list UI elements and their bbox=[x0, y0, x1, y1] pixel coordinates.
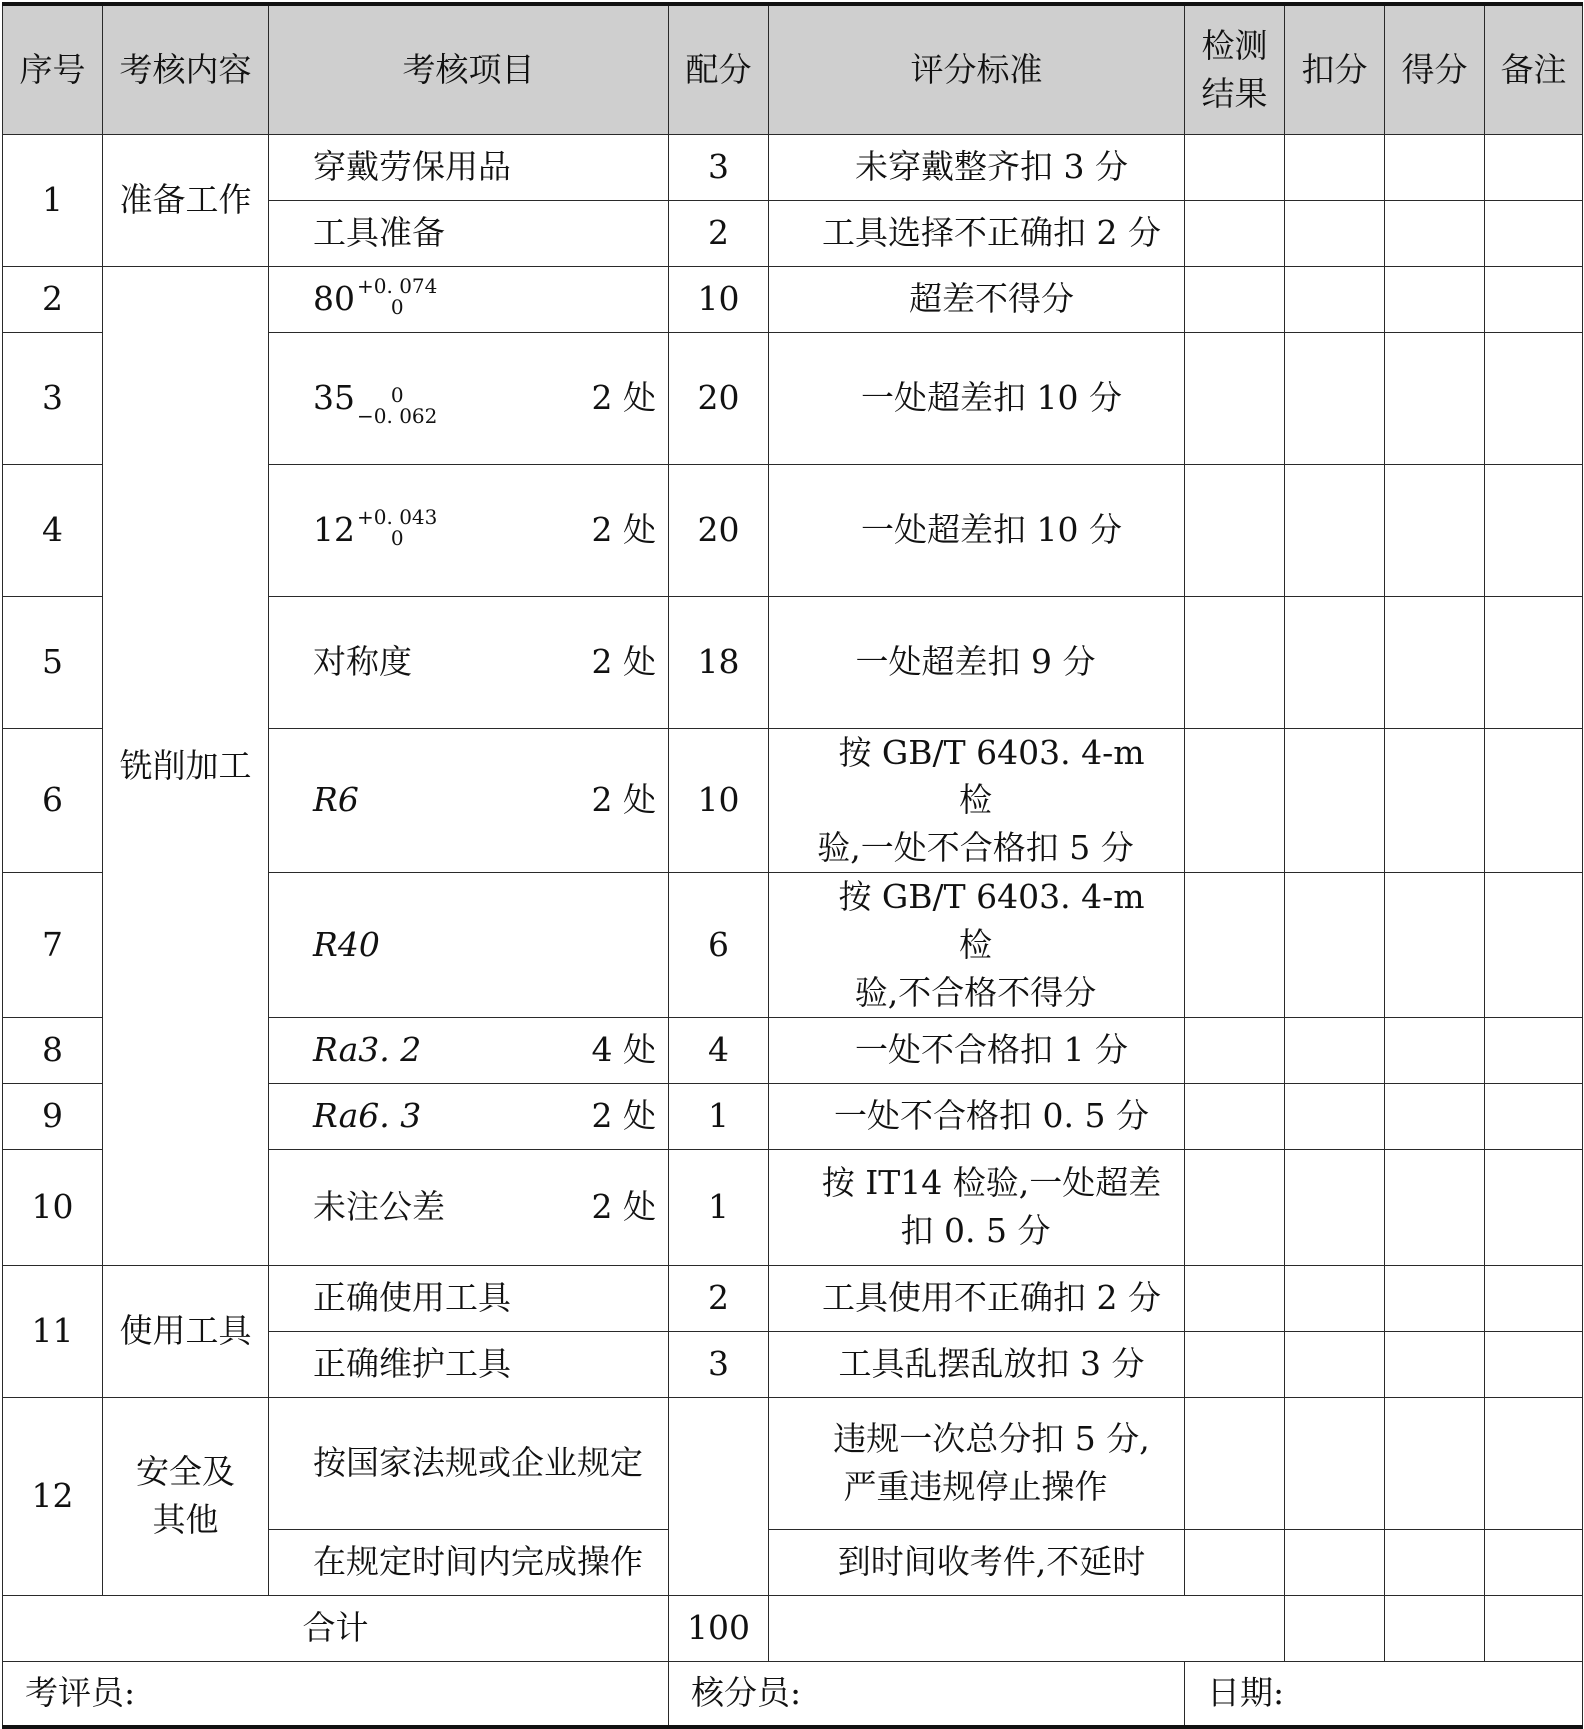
score-cell: 20 bbox=[669, 332, 769, 464]
standard-cell: 到时间收考件,不延时 bbox=[769, 1529, 1185, 1595]
score-cell: 3 bbox=[669, 134, 769, 200]
gain-cell bbox=[1385, 1149, 1485, 1265]
gain-cell bbox=[1385, 728, 1485, 873]
standard-cell: 一处超差扣 10 分 bbox=[769, 464, 1185, 596]
gain-cell bbox=[1385, 1397, 1485, 1529]
result-cell bbox=[1185, 1149, 1285, 1265]
item-label: 穿戴劳保用品 bbox=[313, 147, 511, 187]
item-label: 按国家法规或企业规定 bbox=[313, 1443, 643, 1483]
gain-cell bbox=[1385, 1529, 1485, 1595]
date-field[interactable]: 日期: bbox=[1185, 1661, 1583, 1727]
result-cell bbox=[1185, 596, 1285, 728]
examiner-field[interactable]: 考评员: bbox=[3, 1661, 669, 1727]
standard-cell: 一处超差扣 9 分 bbox=[769, 596, 1185, 728]
total-label: 合计 bbox=[3, 1595, 669, 1661]
result-cell bbox=[1185, 873, 1285, 1018]
gain-cell bbox=[1385, 1017, 1485, 1083]
dimension-label: 12 +0. 043 0 bbox=[313, 505, 438, 551]
table-row bbox=[3, 134, 1583, 200]
dimension-label: 80 +0. 074 0 bbox=[313, 274, 438, 320]
standard-line: 按 IT14 检验,一处超差 bbox=[821, 1163, 1162, 1203]
deduct-cell bbox=[1285, 1149, 1385, 1265]
header-standard: 评分标准 bbox=[769, 4, 1185, 134]
standard-line: 验,不合格不得分 bbox=[854, 972, 1097, 1012]
standard-line: 验,一处不合格扣 5 分 bbox=[817, 828, 1134, 868]
standard-line: 按 GB/T 6403. 4-m 检 bbox=[838, 732, 1145, 820]
item-label: Ra6. 3 bbox=[313, 1096, 422, 1136]
standard-cell: 一处不合格扣 0. 5 分 bbox=[769, 1083, 1185, 1149]
item-cell bbox=[269, 1397, 669, 1529]
scoring-table bbox=[2, 2, 1583, 1729]
scoring-sheet bbox=[2, 2, 1582, 1713]
standard-cell bbox=[769, 728, 1185, 873]
item-cell bbox=[269, 464, 669, 596]
deduct-cell bbox=[1285, 1331, 1385, 1397]
dimension-label: 35 0 −0. 062 bbox=[313, 378, 438, 429]
standard-cell: 工具选择不正确扣 2 分 bbox=[769, 200, 1185, 266]
result-cell bbox=[1185, 1529, 1285, 1595]
score-cell: 18 bbox=[669, 596, 769, 728]
gain-cell bbox=[1385, 134, 1485, 200]
total-row bbox=[3, 1595, 1583, 1661]
item-cell bbox=[269, 596, 669, 728]
header-deduct: 扣分 bbox=[1285, 4, 1385, 134]
score-cell: 6 bbox=[669, 873, 769, 1018]
item-label: 对称度 bbox=[313, 642, 412, 682]
row-no: 11 bbox=[3, 1265, 103, 1397]
header-row bbox=[3, 4, 1583, 134]
result-cell bbox=[1185, 134, 1285, 200]
remark-cell bbox=[1485, 1083, 1583, 1149]
score-cell bbox=[669, 1397, 769, 1595]
row-no: 6 bbox=[3, 728, 103, 873]
remark-cell bbox=[1485, 728, 1583, 873]
row-no: 4 bbox=[3, 464, 103, 596]
signature-row bbox=[3, 1661, 1583, 1727]
quantity-label: 2 处 bbox=[591, 642, 656, 682]
gain-cell bbox=[1385, 464, 1485, 596]
result-cell bbox=[1185, 266, 1285, 332]
standard-cell: 未穿戴整齐扣 3 分 bbox=[769, 134, 1185, 200]
item-label: 工具准备 bbox=[313, 213, 445, 253]
item-label: R40 bbox=[313, 924, 380, 964]
total-deduct-cell bbox=[1285, 1595, 1385, 1661]
remark-cell bbox=[1485, 1397, 1583, 1529]
quantity-label: 2 处 bbox=[591, 780, 656, 820]
standard-cell: 超差不得分 bbox=[769, 266, 1185, 332]
group-milling: 铣削加工 bbox=[103, 266, 269, 1265]
score-cell: 3 bbox=[669, 1331, 769, 1397]
score-cell: 10 bbox=[669, 728, 769, 873]
header-gain: 得分 bbox=[1385, 4, 1485, 134]
item-cell bbox=[269, 1331, 669, 1397]
standard-cell: 工具使用不正确扣 2 分 bbox=[769, 1265, 1185, 1331]
quantity-label: 2 处 bbox=[591, 510, 656, 550]
item-label: 在规定时间内完成操作 bbox=[313, 1542, 643, 1582]
remark-cell bbox=[1485, 1529, 1583, 1595]
item-cell bbox=[269, 266, 669, 332]
result-cell bbox=[1185, 1017, 1285, 1083]
item-cell bbox=[269, 1149, 669, 1265]
standard-line: 违规一次总分扣 5 分, bbox=[833, 1419, 1150, 1459]
header-result-line1: 检测 bbox=[1201, 25, 1268, 65]
deduct-cell bbox=[1285, 266, 1385, 332]
deduct-cell bbox=[1285, 1083, 1385, 1149]
item-cell bbox=[269, 728, 669, 873]
quantity-label: 4 处 bbox=[591, 1030, 656, 1070]
group-safety-line1: 安全及 bbox=[136, 1452, 235, 1492]
table-row bbox=[3, 1397, 1583, 1529]
item-cell bbox=[269, 332, 669, 464]
deduct-cell bbox=[1285, 873, 1385, 1018]
item-cell bbox=[269, 1529, 669, 1595]
deduct-cell bbox=[1285, 596, 1385, 728]
row-no: 1 bbox=[3, 134, 103, 266]
result-cell bbox=[1185, 1331, 1285, 1397]
row-no: 10 bbox=[3, 1149, 103, 1265]
group-safety-line2: 其他 bbox=[152, 1500, 219, 1540]
score-cell: 1 bbox=[669, 1083, 769, 1149]
score-cell: 20 bbox=[669, 464, 769, 596]
deduct-cell bbox=[1285, 728, 1385, 873]
remark-cell bbox=[1485, 1149, 1583, 1265]
gain-cell bbox=[1385, 1265, 1485, 1331]
standard-cell bbox=[769, 1149, 1185, 1265]
standard-line: 严重违规停止操作 bbox=[843, 1467, 1108, 1507]
remark-cell bbox=[1485, 1017, 1583, 1083]
quantity-label: 2 处 bbox=[591, 1096, 656, 1136]
item-cell bbox=[269, 200, 669, 266]
standard-line: 扣 0. 5 分 bbox=[900, 1211, 1051, 1251]
row-no: 12 bbox=[3, 1397, 103, 1595]
standard-cell bbox=[769, 1397, 1185, 1529]
scorer-field[interactable]: 核分员: bbox=[669, 1661, 1185, 1727]
result-cell bbox=[1185, 332, 1285, 464]
quantity-label: 2 处 bbox=[591, 378, 656, 418]
gain-cell bbox=[1385, 332, 1485, 464]
deduct-cell bbox=[1285, 464, 1385, 596]
score-cell: 1 bbox=[669, 1149, 769, 1265]
header-no: 序号 bbox=[3, 4, 103, 134]
result-cell bbox=[1185, 728, 1285, 873]
header-score: 配分 bbox=[669, 4, 769, 134]
remark-cell bbox=[1485, 873, 1583, 1018]
deduct-cell bbox=[1285, 1017, 1385, 1083]
score-cell: 2 bbox=[669, 200, 769, 266]
standard-line: 按 GB/T 6403. 4-m 检 bbox=[838, 877, 1145, 964]
deduct-cell bbox=[1285, 200, 1385, 266]
standard-cell bbox=[769, 873, 1185, 1018]
row-no: 3 bbox=[3, 332, 103, 464]
table-row bbox=[3, 1265, 1583, 1331]
score-cell: 4 bbox=[669, 1017, 769, 1083]
item-cell bbox=[269, 1083, 669, 1149]
result-cell bbox=[1185, 200, 1285, 266]
result-cell bbox=[1185, 1265, 1285, 1331]
tolerance: +0. 074 0 bbox=[357, 274, 438, 320]
table-row bbox=[3, 266, 1583, 332]
result-cell bbox=[1185, 1397, 1285, 1529]
tolerance: +0. 043 0 bbox=[357, 505, 438, 551]
remark-cell bbox=[1485, 1265, 1583, 1331]
total-standard-cell bbox=[769, 1595, 1285, 1661]
group-tools: 使用工具 bbox=[103, 1265, 269, 1397]
gain-cell bbox=[1385, 873, 1485, 1018]
group-safety bbox=[103, 1397, 269, 1595]
row-no: 2 bbox=[3, 266, 103, 332]
row-no: 8 bbox=[3, 1017, 103, 1083]
remark-cell bbox=[1485, 200, 1583, 266]
remark-cell bbox=[1485, 266, 1583, 332]
header-item: 考核项目 bbox=[269, 4, 669, 134]
gain-cell bbox=[1385, 596, 1485, 728]
group-prep: 准备工作 bbox=[103, 134, 269, 266]
standard-cell: 一处不合格扣 1 分 bbox=[769, 1017, 1185, 1083]
total-gain-cell bbox=[1385, 1595, 1485, 1661]
deduct-cell bbox=[1285, 1397, 1385, 1529]
gain-cell bbox=[1385, 1083, 1485, 1149]
header-content: 考核内容 bbox=[103, 4, 269, 134]
deduct-cell bbox=[1285, 134, 1385, 200]
item-label: R6 bbox=[313, 780, 359, 820]
remark-cell bbox=[1485, 332, 1583, 464]
standard-cell: 一处超差扣 10 分 bbox=[769, 332, 1185, 464]
remark-cell bbox=[1485, 134, 1583, 200]
header-result-line2: 结果 bbox=[1201, 73, 1268, 113]
total-score: 100 bbox=[669, 1595, 769, 1661]
row-no: 5 bbox=[3, 596, 103, 728]
item-label: Ra3. 2 bbox=[313, 1030, 422, 1070]
result-cell bbox=[1185, 1083, 1285, 1149]
item-cell bbox=[269, 873, 669, 1018]
tolerance: 0 −0. 062 bbox=[357, 383, 438, 429]
deduct-cell bbox=[1285, 1265, 1385, 1331]
item-cell bbox=[269, 1265, 669, 1331]
item-cell bbox=[269, 134, 669, 200]
item-label: 正确使用工具 bbox=[313, 1278, 511, 1318]
deduct-cell bbox=[1285, 332, 1385, 464]
result-cell bbox=[1185, 464, 1285, 596]
remark-cell bbox=[1485, 1331, 1583, 1397]
row-no: 7 bbox=[3, 873, 103, 1018]
item-label: 未注公差 bbox=[313, 1187, 445, 1227]
quantity-label: 2 处 bbox=[591, 1187, 656, 1227]
remark-cell bbox=[1485, 596, 1583, 728]
remark-cell bbox=[1485, 464, 1583, 596]
header-remark: 备注 bbox=[1485, 4, 1583, 134]
standard-cell: 工具乱摆乱放扣 3 分 bbox=[769, 1331, 1185, 1397]
gain-cell bbox=[1385, 1331, 1485, 1397]
gain-cell bbox=[1385, 266, 1485, 332]
score-cell: 2 bbox=[669, 1265, 769, 1331]
header-result bbox=[1185, 4, 1285, 134]
score-cell: 10 bbox=[669, 266, 769, 332]
item-cell bbox=[269, 1017, 669, 1083]
row-no: 9 bbox=[3, 1083, 103, 1149]
total-remark-cell bbox=[1485, 1595, 1583, 1661]
gain-cell bbox=[1385, 200, 1485, 266]
deduct-cell bbox=[1285, 1529, 1385, 1595]
item-label: 正确维护工具 bbox=[313, 1344, 511, 1384]
